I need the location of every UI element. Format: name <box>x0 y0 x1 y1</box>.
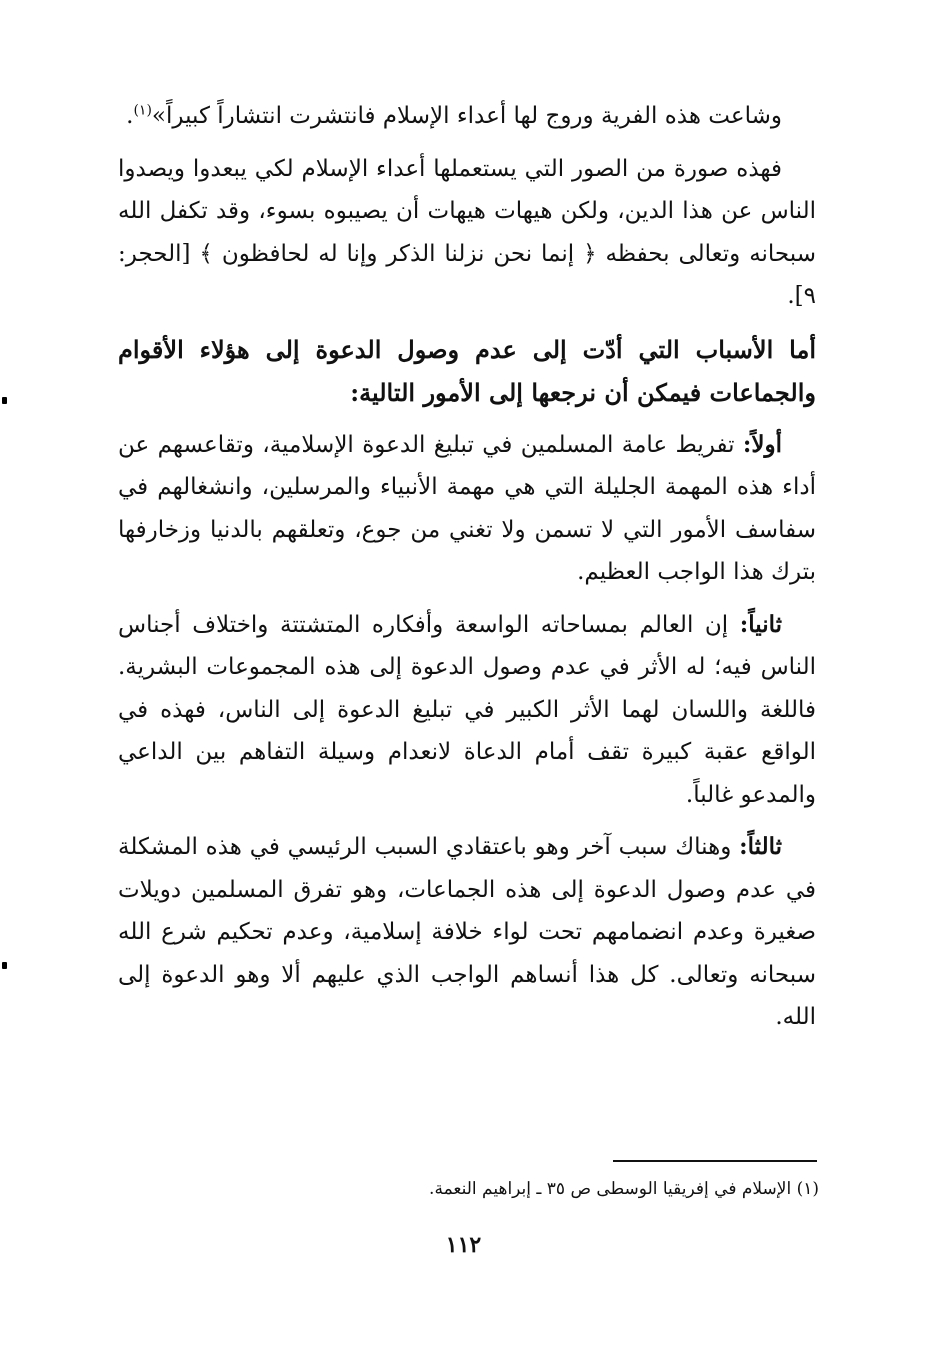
paragraph-4-lead: أولاً: <box>742 430 782 458</box>
paragraph-1-end: . <box>126 103 134 129</box>
paragraph-4 <box>118 424 816 594</box>
footnote-divider <box>613 1160 817 1162</box>
paragraph-3-bold: أما الأسباب التي أدّت إلى عدم وصول الدعوة إلى هؤلاء الأقوام والجماعات فيمكن أن نرجعها إلى الأمور التالية: <box>118 334 816 407</box>
page-number: ١١٢ <box>445 1232 482 1258</box>
paragraph-4-text: تفريط عامة المسلمين في تبليغ الدعوة الإسلامية، وتقاعسهم عن أداء هذه المهمة الجليلة التي هي مهمة الأنبياء والمرسلين، وانشغالهم في سفاسف الأمور التي لا تسمن ولا تغني من جوع، وتعلقهم بالدنيا وزخارفها بترك هذا الواجب العظيم. <box>118 431 816 585</box>
paragraph-6-text: وهناك سبب آخر وهو باعتقادي السبب الرئيسي في هذه المشكلة في عدم وصول الدعوة إلى هذه الجماعات، وهو تفرق المسلمين دويلات صغيرة وعدم انضمامهم تحت لواء خلافة إسلامية، وعدم تحكيم شرع الله سبحانه وتعالى. كل هذا أنساهم الواجب الذي عليهم ألا وهو الدعوة إلى الله. <box>118 834 816 1030</box>
scan-mark <box>2 397 7 404</box>
paragraph-6 <box>118 826 816 1039</box>
paragraph-1 <box>118 95 816 138</box>
paragraph-5-lead: ثانياً: <box>739 610 782 638</box>
footnote-reference: (١) <box>133 102 152 119</box>
page-body <box>118 95 816 1039</box>
paragraph-6-lead: ثالثاً: <box>739 833 782 860</box>
paragraph-5 <box>118 604 816 817</box>
paragraph-5-text: إن العالم بمساحاته الواسعة وأفكاره المتشتتة واختلاف أجناس الناس فيه؛ له الأثر في عدم وصول الدعوة إلى هذه المجموعات البشرية. فاللغة واللسان لهما الأثر الكبير في تبليغ الدعوة إلى الناس، فهذه في الواقع عقبة كبيرة تقف أمام الدعاة لانعدام وسيلة التفاهم بين الداعي والمدعو غالباً. <box>118 611 816 808</box>
paragraph-2: فهذه صورة من الصور التي يستعملها أعداء الإسلام لكي يبعدوا ويصدوا الناس عن هذا الدين، ولكن هيهات هيهات أن يصيبوه بسوء، وقد تكفل الله سبحانه وتعالى بحفظه ﴿ إنما نحن نزلنا الذكر وإنا له لحافظون ﴾ [الحجر: ٩]. <box>118 155 816 309</box>
scan-mark <box>2 962 7 969</box>
paragraph-1-text: وشاعت هذه الفرية وروج لها أعداء الإسلام فانتشرت انتشاراً كبيراً» <box>151 103 782 129</box>
footnote: (١) الإسلام في إفريقيا الوسطى ص ٣٥ ـ إبراهيم النعمة. <box>429 1179 819 1199</box>
